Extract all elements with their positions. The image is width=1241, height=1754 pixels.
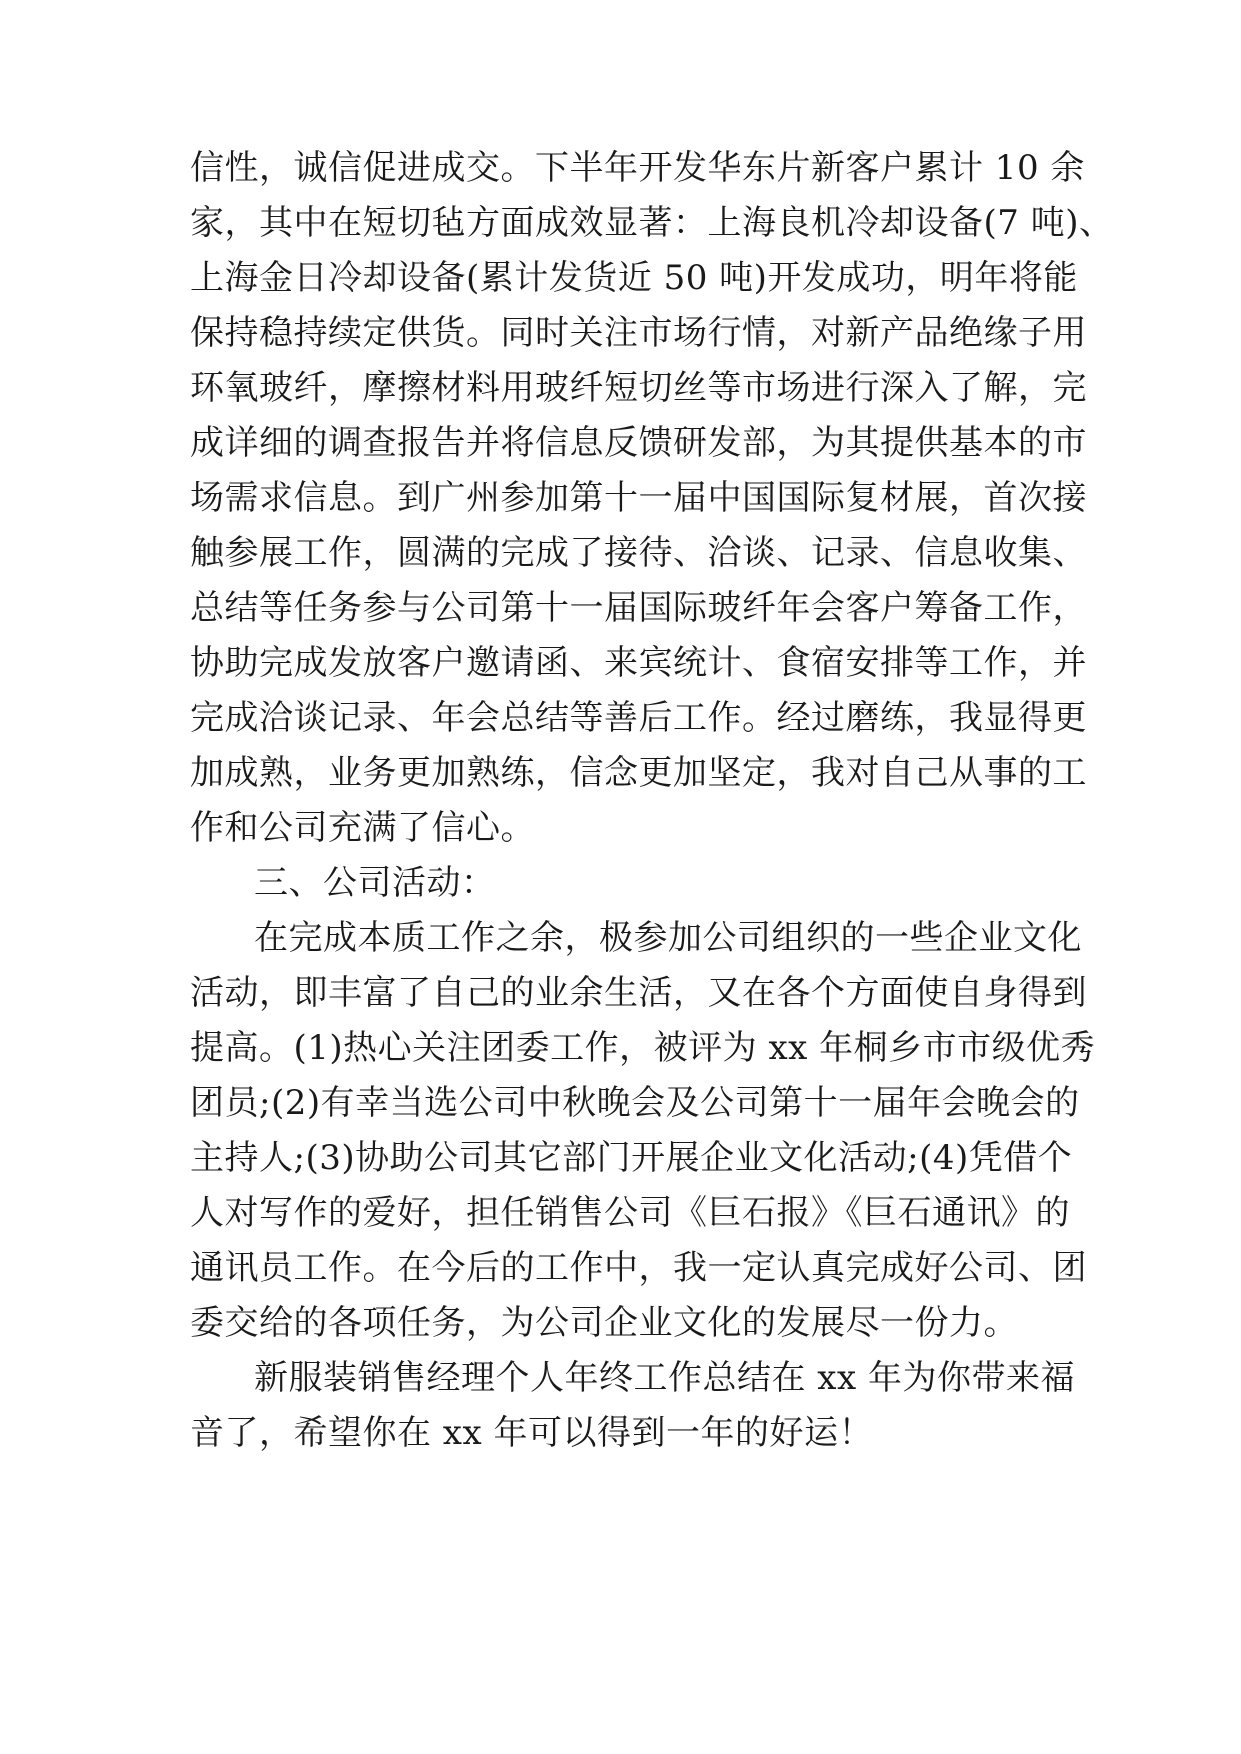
- text-line: 新服装销售经理个人年终工作总结在 xx 年为你带来福: [254, 1358, 1075, 1398]
- text-line: 委交给的各项任务，为公司企业文化的发展尽一份力。: [190, 1303, 1018, 1343]
- text-line: 家，其中在短切毡方面成效显著：上海良机冷却设备(7 吨)、: [190, 203, 1114, 243]
- text-line: 通讯员工作。在今后的工作中，我一定认真完成好公司、团: [190, 1248, 1087, 1288]
- text-line: 环氧玻纤，摩擦材料用玻纤短切丝等市场进行深入了解，完: [190, 368, 1087, 408]
- text-line: 团员;(2)有幸当选公司中秋晚会及公司第十一届年会晚会的: [190, 1083, 1080, 1123]
- text-line: 上海金日冷却设备(累计发货近 50 吨)开发成功，明年将能: [190, 258, 1078, 298]
- text-line: 活动，即丰富了自己的业余生活，又在各个方面使自身得到: [190, 973, 1087, 1013]
- text-line: 总结等任务参与公司第十一届国际玻纤年会客户筹备工作，: [190, 588, 1087, 628]
- section-heading: 三、公司活动：: [254, 863, 496, 903]
- text-line: 提高。(1)热心关注团委工作，被评为 xx 年桐乡市市级优秀: [190, 1028, 1096, 1068]
- text-line: 人对写作的爱好，担任销售公司《巨石报》《巨石通讯》的: [190, 1193, 1070, 1233]
- text-line: 作和公司充满了信心。: [190, 808, 535, 848]
- text-line: 成详细的调查报告并将信息反馈研发部，为其提供基本的市: [190, 423, 1087, 463]
- text-line: 信性，诚信促进成交。下半年开发华东片新客户累计 10 余: [190, 148, 1085, 188]
- text-line: 场需求信息。到广州参加第十一届中国国际复材展，首次接: [190, 478, 1087, 518]
- text-line: 触参展工作，圆满的完成了接待、洽谈、记录、信息收集、: [190, 533, 1087, 573]
- text-line: 协助完成发放客户邀请函、来宾统计、食宿安排等工作，并: [190, 643, 1087, 683]
- text-line: 完成洽谈记录、年会总结等善后工作。经过磨练，我显得更: [190, 698, 1087, 738]
- text-line: 保持稳持续定供货。同时关注市场行情，对新产品绝缘子用: [190, 313, 1087, 353]
- text-line: 加成熟，业务更加熟练，信念更加坚定，我对自己从事的工: [190, 753, 1087, 793]
- text-line: 音了，希望你在 xx 年可以得到一年的好运！: [190, 1413, 873, 1453]
- text-line: 主持人;(3)协助公司其它部门开展企业文化活动;(4)凭借个: [190, 1138, 1073, 1178]
- text-line: 在完成本质工作之余，极参加公司组织的一些企业文化: [254, 918, 1082, 958]
